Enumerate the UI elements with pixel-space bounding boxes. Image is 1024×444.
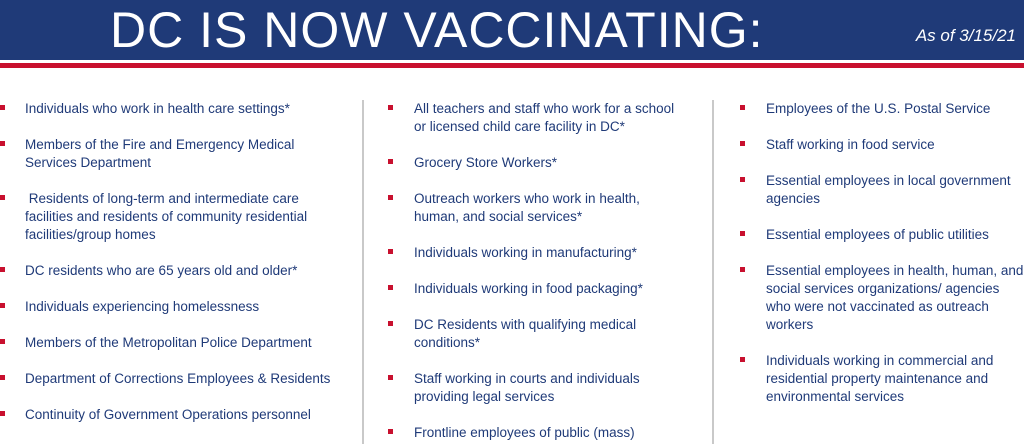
list-item <box>740 136 1024 154</box>
list-item <box>740 100 1024 118</box>
bullet-icon <box>0 195 5 200</box>
list-item-text: Grocery Store Workers* <box>414 155 558 170</box>
list-item-text: Department of Corrections Employees & Residents <box>25 371 331 386</box>
list-item-text: Individuals who work in health care settings* <box>25 101 290 116</box>
bullet-icon <box>0 141 5 146</box>
list-item-text: Individuals working in food packaging* <box>414 281 643 296</box>
list-item-text: All teachers and staff who work for a school or licensed child care facility in DC* <box>414 101 675 134</box>
header-stripe-red <box>0 63 1024 68</box>
bullet-icon <box>388 159 393 164</box>
bullet-icon <box>740 357 745 362</box>
list-item-text: Individuals working in manufacturing* <box>414 245 637 260</box>
list-item <box>0 136 345 172</box>
bullet-icon <box>740 141 745 146</box>
list-item <box>388 280 688 298</box>
list-item-text: Outreach workers who work in health, human, and social services* <box>414 191 640 224</box>
list-item <box>388 370 688 406</box>
list-item-text: DC Residents with qualifying medical conditions* <box>414 317 637 350</box>
list-item-text: Residents of long-term and intermediate care facilities and residents of community residential facilities/group homes <box>25 191 311 242</box>
bullet-icon <box>388 429 393 434</box>
list-item <box>0 190 345 244</box>
list-item <box>740 172 1024 208</box>
column-1 <box>0 100 345 442</box>
bullet-icon <box>388 249 393 254</box>
bullet-icon <box>388 375 393 380</box>
column-2 <box>388 100 688 444</box>
column-divider <box>712 100 714 444</box>
list-item-text: Staff working in courts and individuals providing legal services <box>414 371 640 404</box>
bullet-icon <box>740 105 745 110</box>
list-item-text: Members of the Fire and Emergency Medical Services Department <box>25 137 295 170</box>
bullet-icon <box>740 231 745 236</box>
list-item-text: DC residents who are 65 years old and older* <box>25 263 298 278</box>
list-item <box>0 334 345 352</box>
list-item <box>388 190 688 226</box>
list-item <box>740 262 1024 334</box>
list-item <box>0 262 345 280</box>
page-title: DC IS NOW VACCINATING: <box>110 2 764 58</box>
column-divider <box>362 100 364 444</box>
bullet-icon <box>0 267 5 272</box>
list-item-text: Essential employees in local government agencies <box>766 173 1011 206</box>
list-item <box>0 406 345 424</box>
bullet-icon <box>0 339 5 344</box>
list-item-text: Frontline employees of public (mass) <box>414 425 635 440</box>
list-item-text: Individuals experiencing homelessness <box>25 299 260 314</box>
list-item <box>388 154 688 172</box>
bullet-icon <box>388 285 393 290</box>
list-item <box>388 244 688 262</box>
bullet-icon <box>388 195 393 200</box>
list-item-text: Employees of the U.S. Postal Service <box>766 101 991 116</box>
list-item <box>740 226 1024 244</box>
list-item <box>0 370 345 388</box>
header-banner <box>0 0 1024 60</box>
list-item-text: Essential employees in health, human, and social services organizations/ agencies who were not vaccinated as outreach workers <box>766 263 1024 332</box>
bullet-icon <box>740 177 745 182</box>
list-item-text: Individuals working in commercial and residential property maintenance and environmental services <box>766 353 994 404</box>
list-item-text: Members of the Metropolitan Police Department <box>25 335 312 350</box>
bullet-icon <box>740 267 745 272</box>
list-item <box>740 352 1024 406</box>
bullet-icon <box>0 375 5 380</box>
list-item <box>388 424 688 442</box>
list-item <box>388 100 688 136</box>
bullet-icon <box>0 411 5 416</box>
bullet-icon <box>0 303 5 308</box>
list-item-text: Continuity of Government Operations personnel <box>25 407 311 422</box>
list-item <box>0 298 345 316</box>
list-item <box>0 100 345 118</box>
bullet-icon <box>388 105 393 110</box>
list-item-text: Staff working in food service <box>766 137 935 152</box>
column-3 <box>740 100 1024 424</box>
list-item <box>388 316 688 352</box>
as-of-date: As of 3/15/21 <box>915 26 1016 45</box>
bullet-icon <box>388 321 393 326</box>
list-item-text: Essential employees of public utilities <box>766 227 989 242</box>
bullet-icon <box>0 105 5 110</box>
